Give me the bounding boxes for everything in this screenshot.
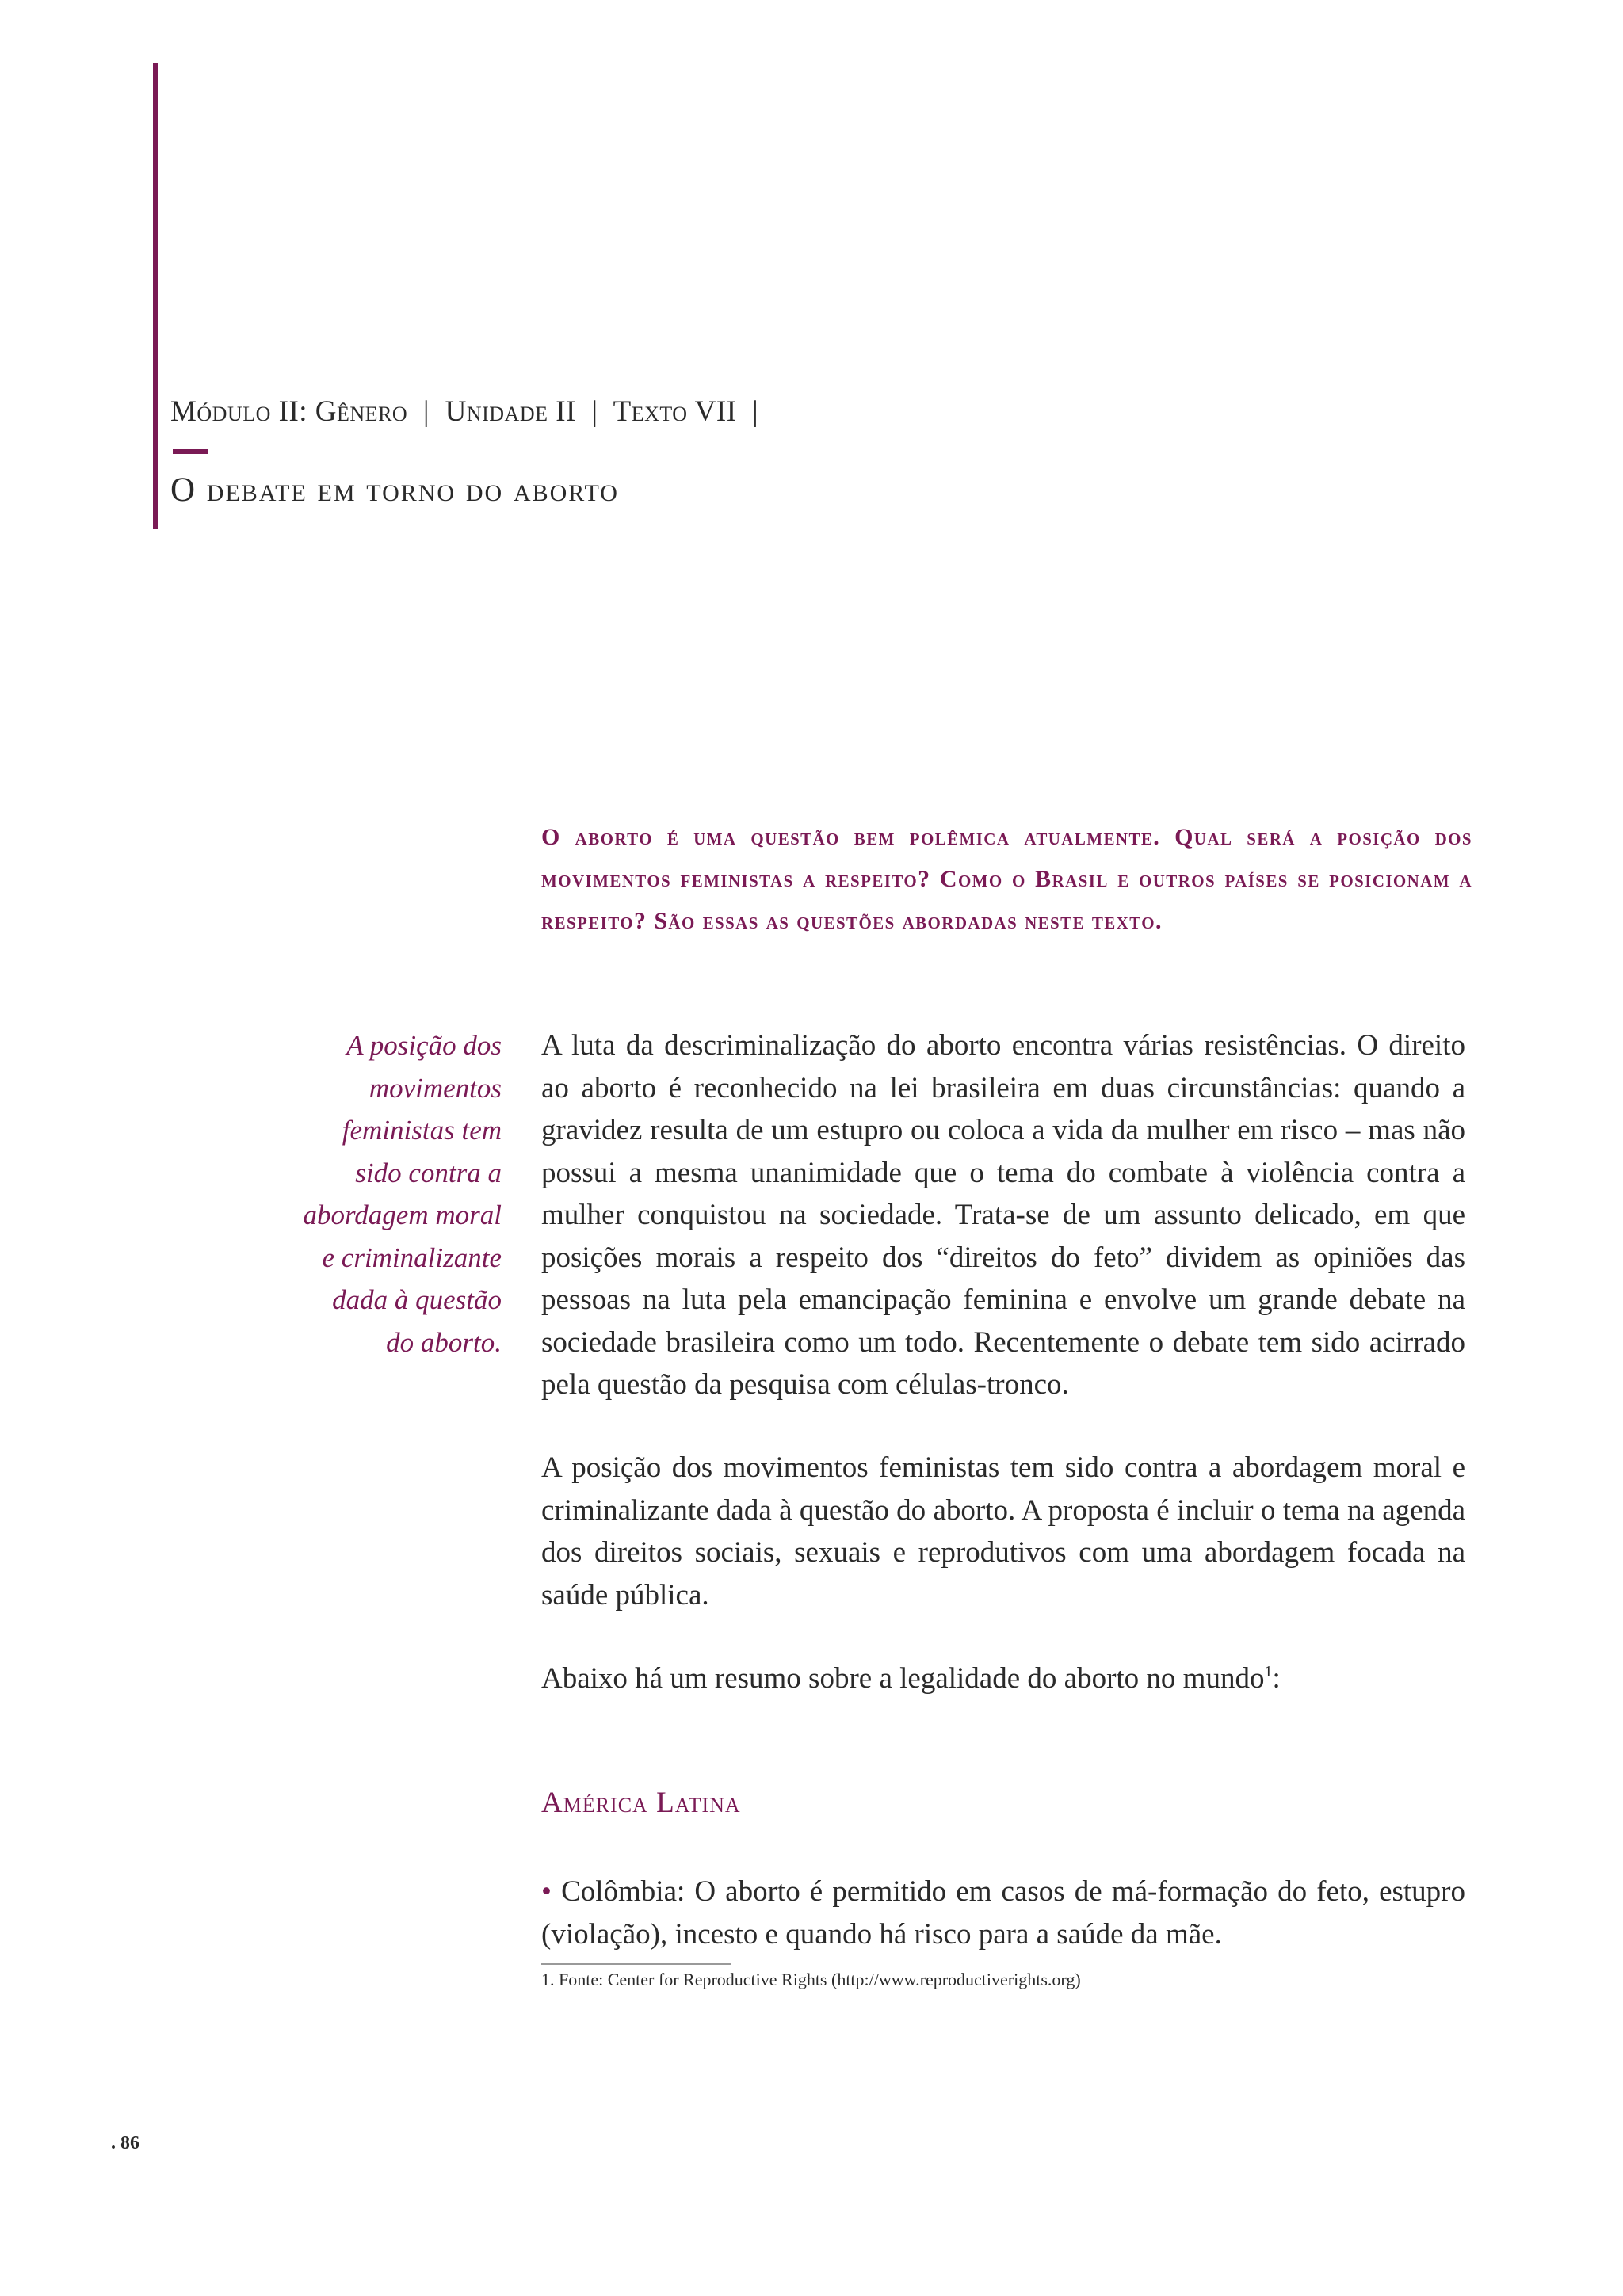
- summary-intro-suffix: :: [1272, 1662, 1281, 1695]
- page-title: O debate em torno do aborto: [170, 471, 619, 509]
- footnote: 1. Fonte: Center for Reproductive Rights (http://www.reproductiverights.org): [541, 1970, 1081, 1989]
- header-accent-bar: [153, 63, 158, 529]
- title-accent-dash: [173, 449, 208, 454]
- intro-lead: O aborto é uma questão bem polêmica atualmente. Qual será a posição dos movimentos feministas a respeito? Como o Brasil e outros países se posicionam a respeito? São essas as questões abordadas neste texto.: [541, 824, 1472, 934]
- unit-label: Unidade II: [445, 395, 576, 428]
- breadcrumb-separator: |: [591, 395, 598, 428]
- summary-intro-text: Abaixo há um resumo sobre a legalidade do aborto no mundo: [541, 1662, 1265, 1695]
- footnote-reference[interactable]: 1: [1264, 1663, 1273, 1680]
- breadcrumb-separator: |: [422, 395, 430, 428]
- body-paragraph: A luta da descriminalização do aborto encontra várias resistências. O direito ao aborto é reconhecido na lei brasileira em duas circunstâncias: quando a gravidez resulta de um estupro ou coloca a vida da mulher em risco – mas não possui a mesma unanimidade que o tema do combate à violência contra a mulher conquistou na sociedade. Trata-se de um assunto delicado, em que posições morais a respeito dos “direitos do feto” dividem as opiniões das pessoas na luta pela emancipação feminina e envolve um grande debate na sociedade brasileira como um todo. Recentemente o debate tem sido acirrado pela questão da pesquisa com células-tronco.: [541, 1029, 1465, 1401]
- section-heading: América Latina: [541, 1787, 741, 1819]
- text-label: Texto VII: [613, 395, 737, 428]
- module-label: Módulo II: Gênero: [170, 395, 408, 428]
- bullet-icon: •: [541, 1875, 552, 1908]
- list-item: [541, 1871, 1465, 1955]
- footnote-divider: [541, 1963, 731, 1965]
- summary-intro: [541, 1657, 1465, 1700]
- page-number: . 86: [111, 2133, 139, 2153]
- body-paragraph: A posição dos movimentos feministas tem sido contra a abordagem moral e criminalizante dada à questão do aborto. A proposta é incluir o tema na agenda dos direitos sociais, sexuais e reprodutivos com uma abordagem focada na saúde pública.: [541, 1451, 1465, 1611]
- breadcrumb-separator: |: [752, 395, 759, 428]
- margin-note: A posição dos movimentos feministas tem sido contra a abordagem moral e criminalizante dada à questão do aborto.: [303, 1030, 502, 1358]
- list-item-text: Colômbia: O aborto é permitido em casos de má-formação do feto, estupro (violação), incesto e quando há risco para a saúde da mãe.: [541, 1875, 1465, 1951]
- breadcrumb: [170, 395, 766, 429]
